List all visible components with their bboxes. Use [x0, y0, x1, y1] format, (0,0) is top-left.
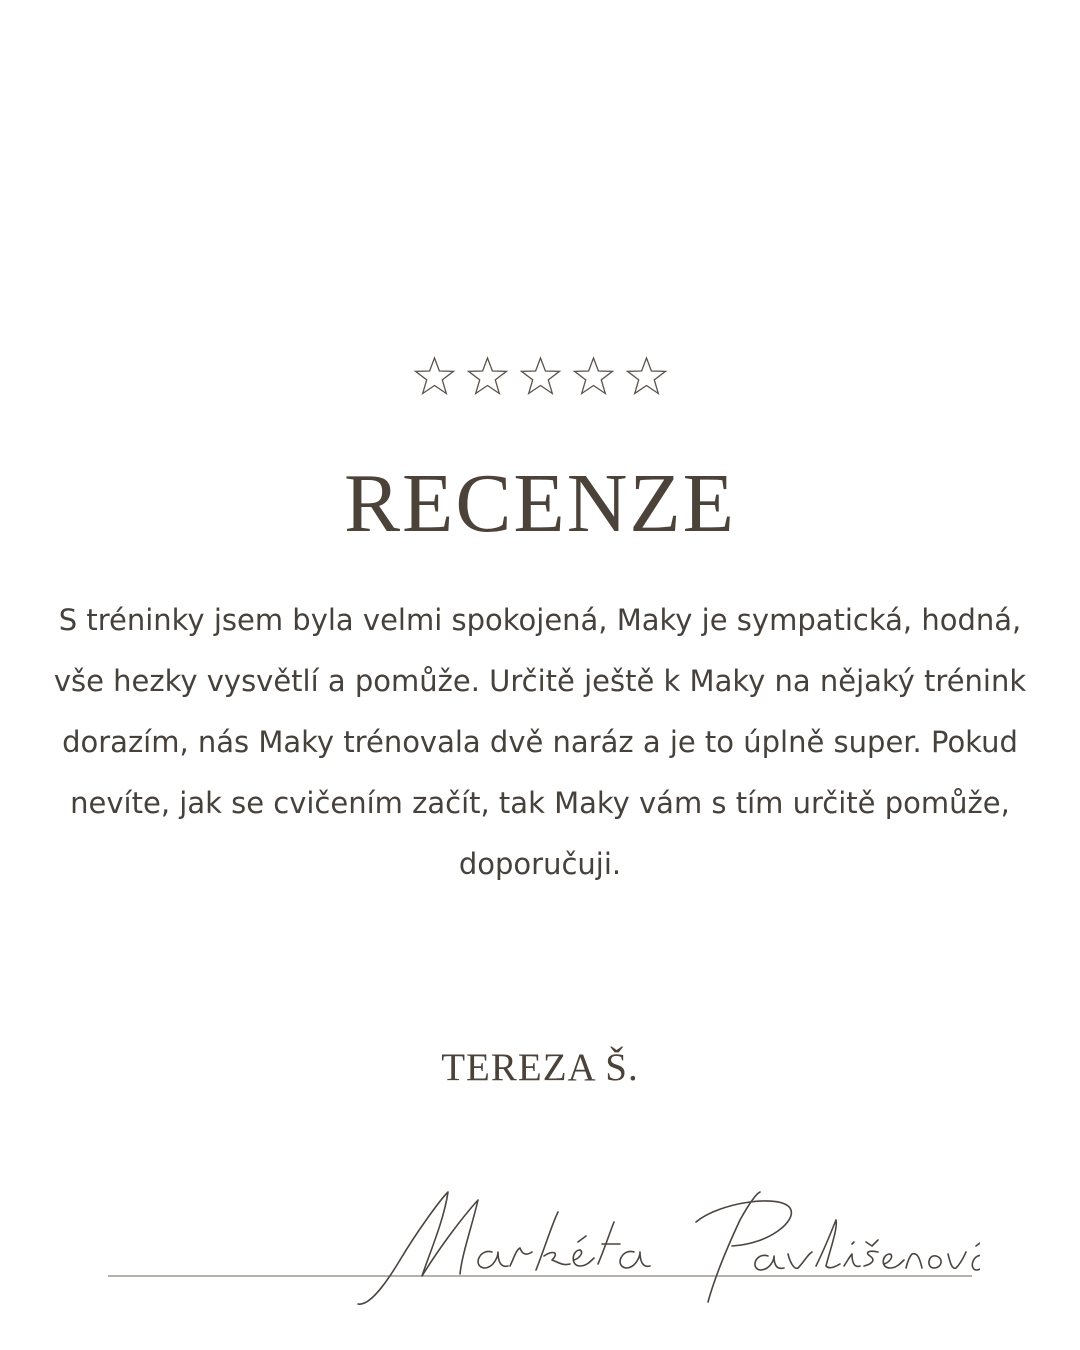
handwritten-signature: [100, 1180, 980, 1320]
star-icon: [518, 356, 563, 396]
star-icon: [465, 356, 510, 396]
page-title: RECENZE: [344, 457, 736, 550]
star-rating: [0, 356, 1080, 396]
review-author: TEREZA Š.: [441, 1046, 639, 1089]
star-icon: [624, 356, 669, 396]
review-text: S tréninky jsem byla velmi spokojená, Maky je sympatická, hodná, vše hezky vysvětlí a pomůže. Určitě ještě k Maky na nějaký trénink dorazím, nás Maky trénovala dvě naráz a je to úplně super. Pokud nevíte, jak se cvičením začít, tak Maky vám s tím určitě pomůže, doporučuji.: [53, 603, 1027, 881]
star-icon: [571, 356, 616, 396]
star-icon: [412, 356, 457, 396]
